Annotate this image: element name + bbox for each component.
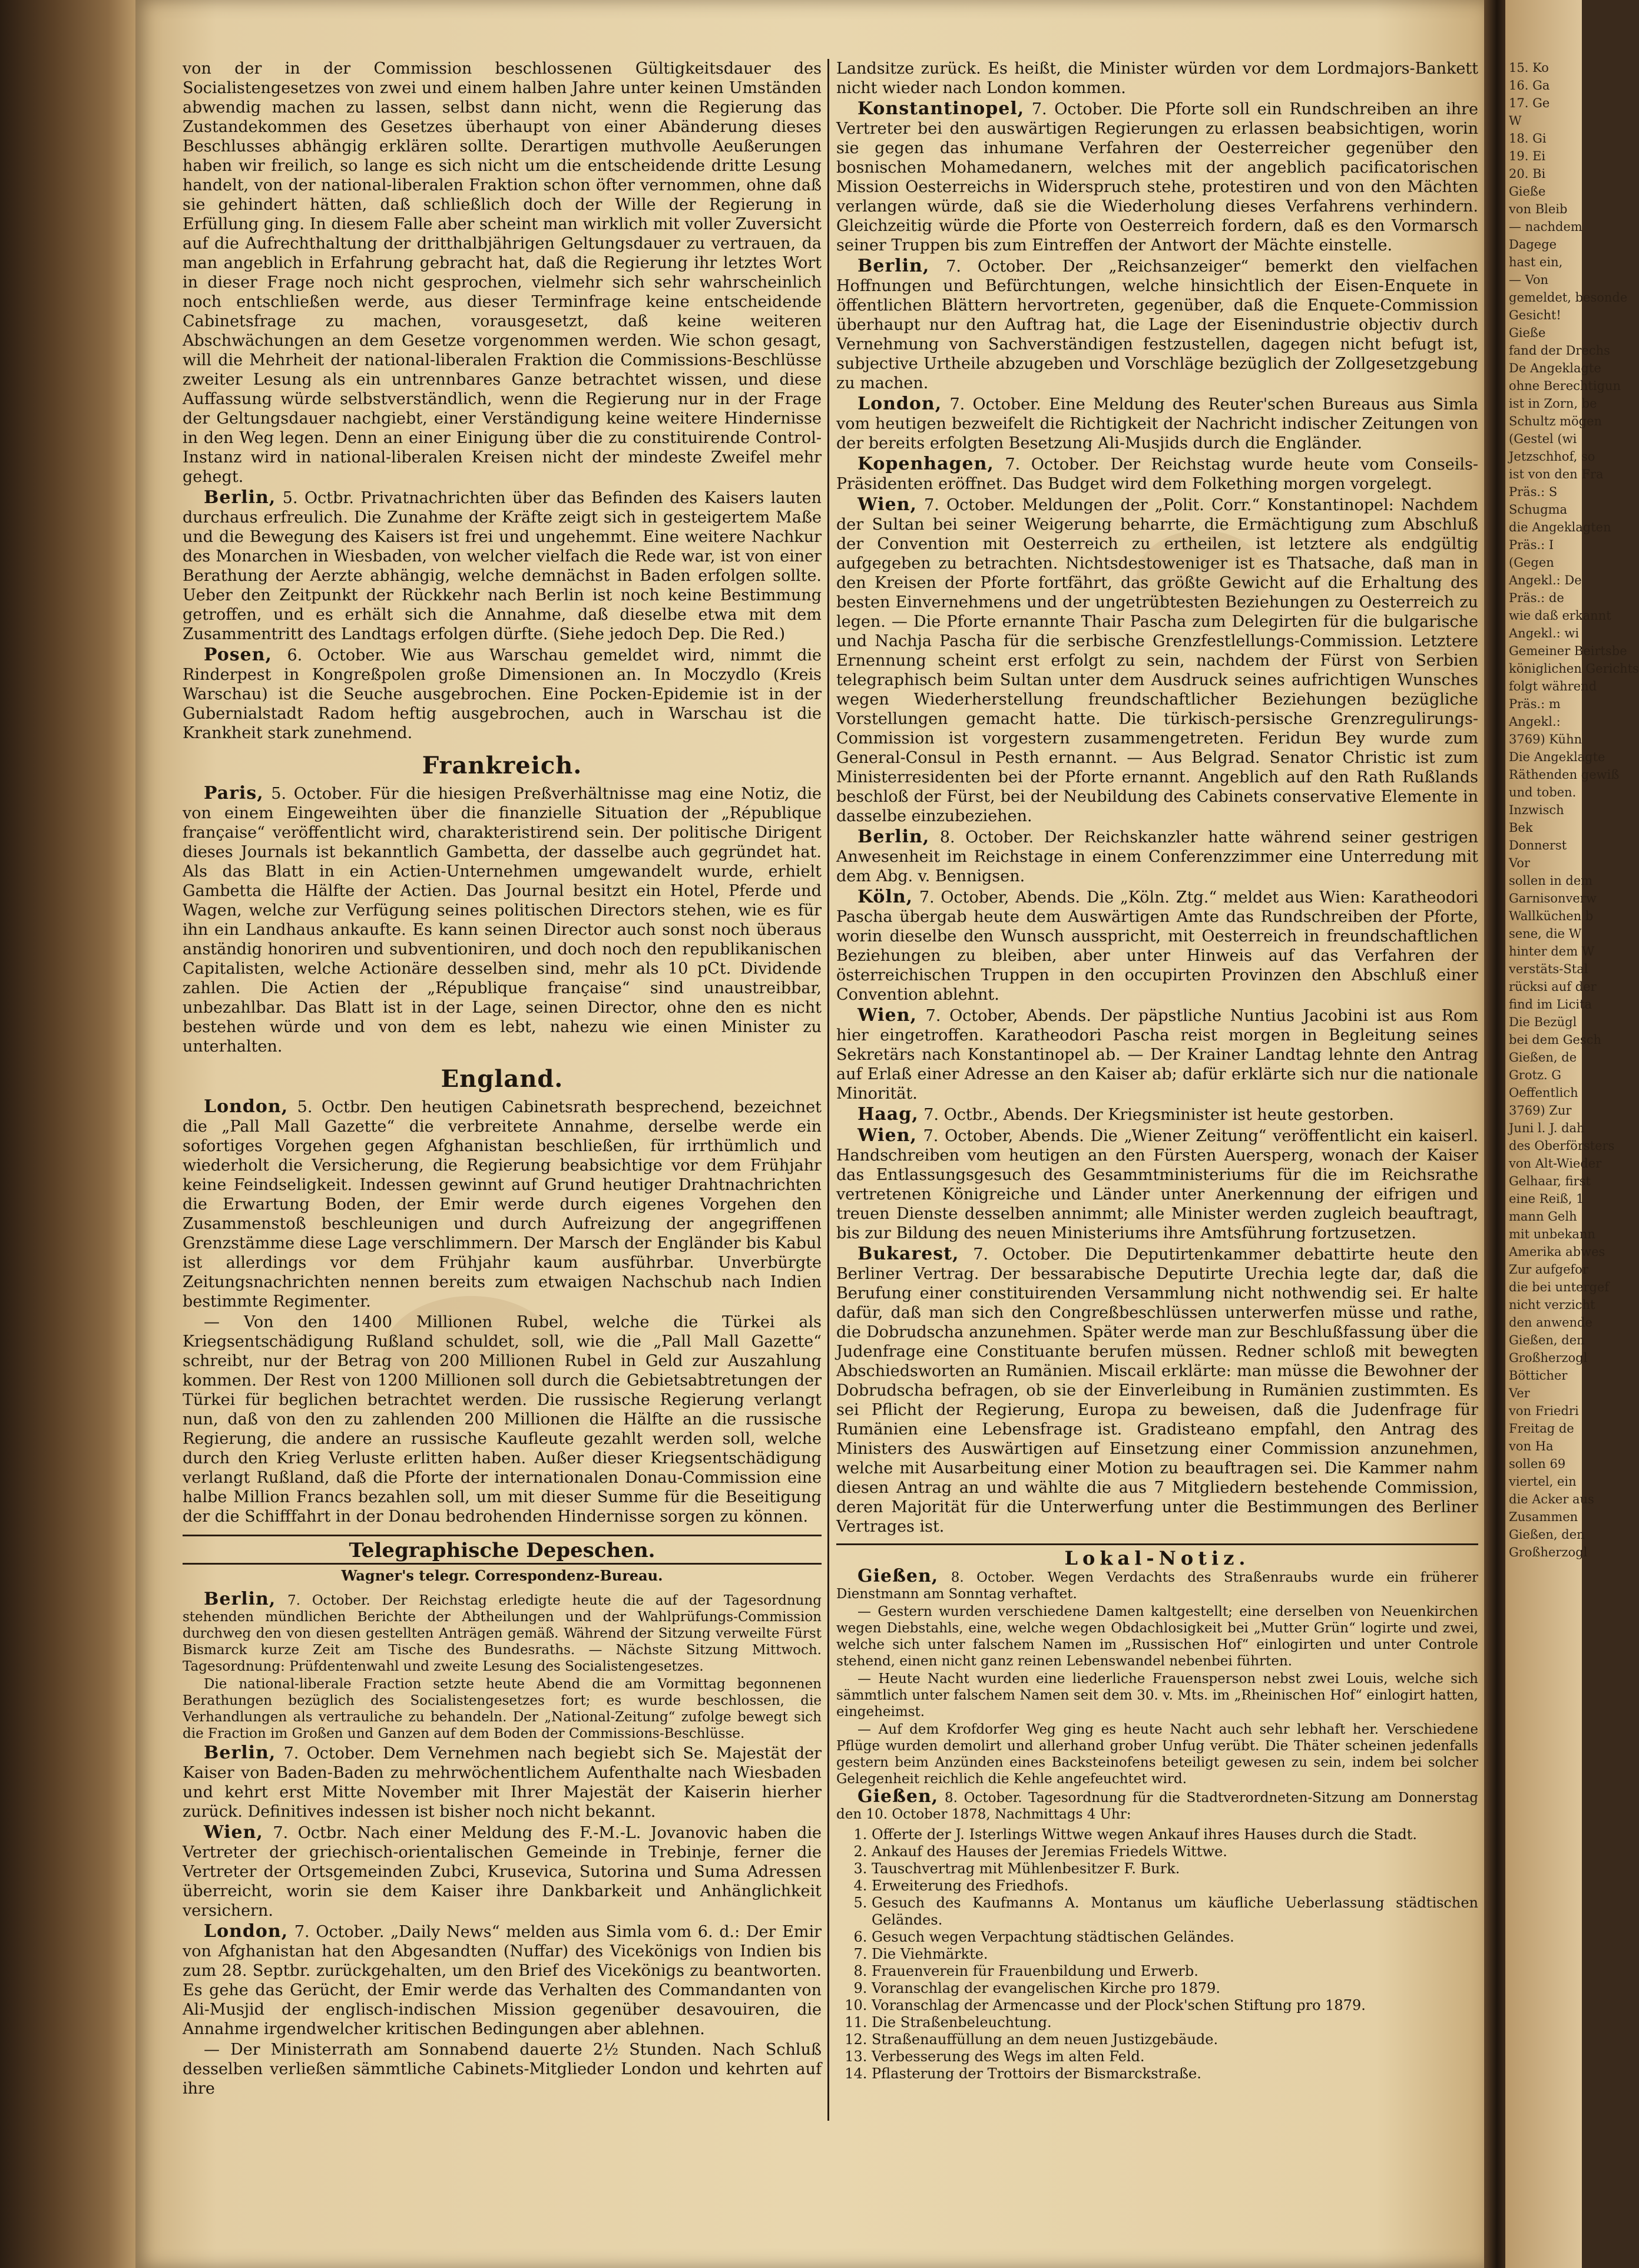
fragment-line: folgt während [1509,679,1597,693]
article-paragraph: Die national-liberale Fraction setzte heute Abend die am Vormittag begonnenen Berathungen bezüglich des Socialistengesetzes fort; es wurde beschlossen, die Verhandlungen als vertrauliche zu behandeln. Der „National-Zeitung“ zufolge bewegt sich die Fraction im Großen und Ganzen auf dem Boden der Commissions-Beschlüsse. [183,1677,822,1741]
adjacent-page-text [1505,0,1639,1561]
column-rule [827,59,829,2121]
agenda-list [872,1826,1478,2082]
article-paragraph: Posen, 6. October. Wie aus Warschau gemeldet wird, nimmt die Rinderpest in Kongreßpolen große Dimensionen an. In Moczydlo (Kreis Warschau) ist die Seuche ausgebrochen. Eine Pocken-Epidemie ist in der Gubernialstadt Radom heftig ausgebrochen, auch in Warschau ist die Krankheit stark zunehmend. [183,644,822,742]
article-paragraph: Bukarest, 7. October. Die Deputirtenkammer debattirte heute den Berliner Vertrag. Der bessarabische Deputirte Urechia legte dar, daß die Berufung einer constituirenden Versammlung nicht nothwendig sei. Er halte dafür, daß man sich den Congreßbeschlüssen unterwerfen müsse und rathe, die Dobrudscha anzunehmen. Später werde man zur Beschlußfassung über die Judenfrage eine Constituante berufen müssen. Redner schloß mit bewegten Abschiedsworten an Rumänien. Miscail erklärte: man müsse die Bewohner der Dobrudscha befragen, ob sie der Einverleibung in Rumänien zustimmten. Es sei Pflicht der Regierung, Europa zu beweisen, daß die Judenfrage für Rumänien eine Lebensfrage ist. Gradisteano empfahl, den Antrag des Ministers des Auswärtigen auf Einsetzung einer Commission anzunehmen, welche mit Ausarbeitung einer Motion zu beauftragen sei. Die Kammer nahm diesen Antrag an und wählte die aus 7 Mitgliedern bestehende Commission, deren Majorität für die Unterwerfung unter die Bestimmungen des Berliner Vertrages ist. [836,1244,1478,1536]
adjacent-page-fragment [1505,0,1639,2268]
article-paragraph: Landsitze zurück. Es heißt, die Minister würden vor dem Lordmajors-Bankett nicht wieder nach London kommen. [836,59,1478,97]
fragment-line: sollen in dem [1509,874,1593,888]
fragment-line: Gießen, den [1509,1528,1585,1542]
fragment-line: find im Licita [1509,997,1592,1011]
fragment-line: Bötticher [1509,1368,1568,1383]
agenda-item: 10. Voranschlag der Armencasse und der Plock'schen Stiftung pro 1879. [872,1997,1478,2014]
fragment-line: Großherzogl [1509,1351,1588,1365]
fragment-line: 3769) Kühn [1509,732,1582,746]
dateline: Wien, [204,1822,263,1843]
fragment-line: Ver [1509,1386,1530,1400]
fragment-line: gemeldet, besonde [1509,290,1628,305]
fragment-line: 3769) Zur [1509,1103,1572,1118]
agenda-item: 11. Die Straßenbeleuchtung. [872,2014,1478,2031]
dateline: Konstantinopel, [857,98,1025,119]
article-paragraph: — Gestern wurden verschiedene Damen kaltgestellt; eine derselben von Neuenkirchen wegen Diebstahls, eine, welche wegen Obdachlosigkeit bei „Mutter Grün“ logirte und zwei, welche sich unter falschem Namen im „Russischen Hof“ einlogirten und unter Controle stehend, einen nicht ganz reinen Lebenswandel nebenbei führten. [836,1604,1478,1669]
fragment-line: von Friedri [1509,1404,1579,1418]
fragment-line: Großherzogl [1509,1545,1588,1559]
fragment-line: ist in Zorn, be [1509,396,1597,411]
article-paragraph: — Heute Nacht wurden eine liederliche Frauensperson nebst zwei Louis, welche sich sämmtlich unter falschem Namen seit dem 30. v. Mts. im „Rheinischen Hof“ einlogirt hatten, eingeheimst. [836,1671,1478,1720]
dateline: Köln, [857,887,913,907]
fragment-line: verstäts-Stal [1509,962,1588,976]
article-paragraph: — Von den 1400 Millionen Rubel, welche die Türkei als Kriegsentschädigung Rußland schuldet, soll, wie die „Pall Mall Gazette“ schreibt, nur der Betrag von 200 Millionen Rubel in Geld zur Auszahlung kommen. Der Rest von 1200 Millionen soll durch die Gebietsabtretungen der Türkei für beglichen betrachtet werden. Die russische Regierung verlangt nun, daß von den zu zahlenden 200 Millionen die Hälfte an die russische Regierung, die andere an russische Kaufleute gezahlt werden soll, welche durch den Krieg Verluste erlitten haben. Außer dieser Kriegsentschädigung verlangt Rußland, daß die Pforte der internationalen Donau-Commission eine halbe Million Francs bezahlen soll, um mit dieser Summe für die Beseitigung der die Schifffahrt in der Donau bedrohenden Hindernisse sorgen zu können. [183,1313,822,1526]
fragment-line: De Angeklagte [1509,361,1601,375]
article-paragraph: Wien, 7. October, Abends. Der päpstliche Nuntius Jacobini ist aus Rom hier eingetroffen. Karatheodori Pascha reist morgen in Begleitung seines Sekretärs nach Konstantinopel ab. — Der Krainer Landtag lehnte den Antrag auf Erlaß einer Adresse an den Kaiser ab; dafür erklärte sich nur die nationale Minorität. [836,1005,1478,1103]
dateline: Wien, [857,1125,917,1146]
article-paragraph: Gießen, 8. October. Wegen Verdachts des Straßenraubs wurde ein früherer Dienstmann am Sonntag verhaftet. [836,1566,1479,1602]
article-paragraph: Berlin, 5. Octbr. Privatnachrichten über das Befinden des Kaisers lauten durchaus erfreulich. Die Zunahme der Kräfte zeigt sich in gesteigertem Maße und die Bewegung des Kaisers ist frei und ungehemmt. Eine weitere Nachkur des Monarchen in Wiesbaden, von welcher vielfach die Rede war, ist von einer Berathung der Aerzte abhängig, welche demnächst in Baden erfolgen sollte. Ueber den Zeitpunkt der Rückkehr nach Berlin ist noch keine Bestimmung getroffen, und es erhält sich die Annahme, daß dieselbe etwa mit dem Zusammentritt des Landtags erfolgen dürfte. (Siehe jedoch Dep. Die Red.) [183,487,822,643]
fragment-line: 15. Ko [1509,61,1549,75]
agenda-item: 13. Verbesserung des Wegs im alten Feld. [872,2048,1478,2065]
dateline: Kopenhagen, [857,454,994,474]
fragment-line: 19. Ei [1509,149,1546,163]
fragment-line: Freitag de [1509,1421,1574,1436]
fragment-line: Gieße [1509,326,1546,340]
fragment-line: Gelhaar, first [1509,1174,1591,1188]
dateline: London, [204,1921,289,1942]
fragment-line: Donnerst [1509,838,1567,852]
dateline: Paris, [204,783,264,804]
article-paragraph: London, 7. October. „Daily News“ melden aus Simla vom 6. d.: Der Emir von Afghanistan hat den Abgesandten (Nuffar) des Vicekönigs von Indien bis zum 28. Septbr. zurückgehalten, um den Brief des Vicekönigs zu beantworten. Es gehe das Gerücht, der Emir werde das Verhalten des Commandanten von Ali-Musjid der englisch-indischen Mission gegenüber desavouiren, die Annahme irgendwelcher kritischen Bedingungen aber ablehnen. [183,1921,822,2038]
telegraph-block [183,1591,822,1742]
article-paragraph: — Der Ministerrath am Sonnabend dauerte 2½ Stunden. Nach Schluß desselben verließen sämmtliche Cabinets-Mitglieder London und kehrten auf ihre [183,2041,822,2098]
local-news-heading: Lokal-Notiz. [836,1543,1478,1568]
dateline: London, [204,1096,289,1117]
dateline: Wien, [857,494,917,515]
fragment-line: von Bleib [1509,202,1568,216]
fragment-line: Jetzschhof, so [1509,449,1595,464]
article-paragraph: Köln, 7. October, Abends. Die „Köln. Ztg.“ meldet aus Wien: Karatheodori Pascha übergab heute dem Auswärtigen Amte das Rundschreiben der Pforte, worin dieselbe den Wunsch ausspricht, mit Oesterreich in freundschaftlichen Beziehungen zu bleiben, aber unter Hinweis auf das Verfahren der österreichischen Truppen in den occupirten Provinzen den Abschluß einer Convention ablehnt. [836,887,1478,1004]
fragment-line: — nachdem [1509,220,1582,234]
fragment-line: von Alt-Wieder [1509,1156,1602,1171]
fragment-line: sollen 69 [1509,1457,1566,1471]
fragment-line: fand der Drechs [1509,343,1610,358]
fragment-line: Gesicht! [1509,308,1561,322]
fragment-line: eine Reiß, 1 [1509,1192,1584,1206]
article-paragraph: Konstantinopel, 7. October. Die Pforte soll ein Rundschreiben an ihre Vertreter bei den auswärtigen Regierungen zu erlassen beabsichtigen, worin sie gegen das inhumane Verfahren der Oesterreicher gegenüber den bosnischen Mohamedanern, welches mit der angeblich pacificatorischen Mission Oesterreichs in Widerspruch stehe, protestiren und von den Mächten verlangen würde, daß sie die Wiederholung dieses Verfahrens verhindern. Gleichzeitig würde die Pforte von Oesterreich fordern, daß es den Vormarsch seiner Truppen bis zum Eintreffen der Antwort der Mächte einstelle. [836,98,1478,254]
agenda-item: 3. Tauschvertrag mit Mühlenbesitzer F. Burk. [872,1860,1478,1877]
right-column [836,59,1478,2082]
article-paragraph: Wien, 7. October, Abends. Die „Wiener Zeitung“ veröffentlicht ein kaiserl. Handschreiben vom heutigen an den Fürsten Auersperg, wonach der Kaiser das Entlassungsgesuch des Gesammtministeriums für die im Reichsrathe vertretenen Königreiche und Länder unter Anerkennung der eifrigen und treuen Dienste desselben annimmt; alle Minister werden zugleich beauftragt, bis zur Bildung des neuen Ministeriums ihre Amtsführung fortzusetzen. [836,1125,1478,1242]
dateline: Berlin, [857,826,930,847]
fragment-line: mit unbekann [1509,1227,1595,1241]
agenda-item: 2. Ankauf des Hauses der Jeremias Friedels Wittwe. [872,1843,1478,1860]
article-paragraph: Paris, 5. October. Für die hiesigen Preßverhältnisse mag eine Notiz, die von einem Eingeweihten über die finanzielle Situation der „République française“ veröffentlicht wird, charakteristirend sein. Der politische Dirigent dieses Journals ist bekanntlich Gambetta, der dasselbe auch gegründet hat. Als das Blatt in ein Actien-Unternehmen umgewandelt wurde, erhielt Gambetta die Hälfte der Actien. Das Journal besitzt ein Hotel, Pferde und Wagen, welche zur Verfügung seines politischen Directors stehen, wie es für ihn ein Landhaus ankaufte. Es kann seinen Director auch sonst noch überaus anständig honoriren und subventioniren, und doch noch den republikanischen Capitalisten, welche Actionäre desselben sind, mehr als 10 pCt. Dividende zahlen. Die Actien der „République française“ sind unaustreibbar, unbezahlbar. Das Blatt ist in der Lage, seinen Director, ohne den es nicht bestehen würde und von dem es lebt, nahezu wie einen Minister zu unterhalten. [183,783,822,1056]
dateline: Berlin, [204,1743,276,1763]
fragment-line: W [1509,114,1522,128]
fragment-line: bei dem Gesch [1509,1033,1601,1047]
fragment-line: nicht verzicht [1509,1298,1595,1312]
fragment-line: Die Angeklagte [1509,750,1605,764]
article-paragraph: Berlin, 8. October. Der Reichskanzler hatte während seiner gestrigen Anwesenheit im Reichstage in einem Conferenzzimmer eine Unterredung mit dem Abg. v. Bennigsen. [836,826,1478,885]
fragment-line: Die Bezügl [1509,1015,1577,1029]
fragment-line: Amerika abwes [1509,1245,1605,1259]
dateline: Berlin, [204,1589,276,1609]
fragment-line: Grotz. G [1509,1068,1562,1082]
article-paragraph: Haag, 7. Octbr., Abends. Der Kriegsminister ist heute gestorben. [857,1104,1394,1125]
article-paragraph: Gießen, 8. October. Tagesordnung für die Stadtverordneten-Sitzung am Donnerstag den 10. October 1878, Nachmittags 4 Uhr: [836,1786,1478,1822]
section-heading: Frankreich. [422,752,582,779]
fragment-line: Dagege [1509,237,1557,252]
fragment-line: die Acker aus [1509,1492,1594,1506]
fragment-line: Bek [1509,821,1533,835]
fragment-line: (Gegen [1509,556,1554,570]
dateline: Gießen, [857,1566,939,1586]
fragment-line: 18. Gi [1509,131,1547,146]
fragment-line: 20. Bi [1509,167,1546,181]
fragment-line: mann Gelh [1509,1209,1577,1224]
fragment-line: rücksi auf der [1509,980,1597,994]
dateline: Berlin, [204,487,276,508]
fragment-line: 16. Ga [1509,78,1550,92]
fragment-line: hast ein, [1509,255,1563,269]
local-news-block [836,1568,1478,2082]
fragment-line: Räthenden gewiß [1509,768,1620,782]
dateline: Posen, [204,644,272,665]
dateline: Berlin, [857,256,930,276]
article-paragraph: Berlin, 7. October. Dem Vernehmen nach begiebt sich Se. Majestät der Kaiser von Baden-Baden zu mehrwöchentlichem Aufenthalte nach Wiesbaden und kehrt erst Mitte November mit Ihrer Majestät der Kaiserin hierher zurück. Definitives indessen ist bisher noch nicht bekannt. [183,1743,822,1821]
dateline: London, [857,394,942,414]
agenda-item: 8. Frauenverein für Frauenbildung und Erwerb. [872,1963,1478,1980]
agenda-item: 12. Straßenauffüllung an dem neuen Justizgebäude. [872,2031,1478,2048]
fragment-line: des Oberförsters [1509,1139,1615,1153]
fragment-line: Schugma [1509,502,1568,517]
fragment-line: die Angeklagten [1509,520,1611,534]
fragment-line: (Gestel (wi [1509,432,1577,446]
fragment-line: Angekl.: wi [1509,626,1580,640]
article-paragraph: Berlin, 7. October. Der „Reichsanzeiger“ bemerkt den vielfachen Hoffnungen und Befürchtungen, welche hinsichtlich der Eisen-Enquete in öffentlichen Blättern hervortreten, gegenüber, daß die Enquete-Commission überhaupt nur den Auftrag hat, die Lage der Eisenindustrie objectiv durch Vernehmung von Sachverständigen festzustellen, dagegen nicht befugt ist, subjective Urtheile abzugeben und Vorschläge bezüglich der Zollgesetzgebung zu machen. [836,256,1478,392]
fragment-line: Präs.: m [1509,697,1561,711]
article-paragraph: London, 7. October. Eine Meldung des Reuter'schen Bureaus aus Simla vom heutigen bezweifelt die Richtigkeit der Nachricht indischer Zeitungen von der bereits erfolgten Besetzung Ali-Musjids durch die Engländer. [836,394,1478,452]
fragment-line: und toben. [1509,785,1577,799]
fragment-line: ohne Berechtigun [1509,379,1621,393]
fragment-line: hinter dem W [1509,944,1595,958]
agenda-item: 1. Offerte der J. Isterlings Wittwe wegen Ankauf ihres Hauses durch die Stadt. [872,1826,1478,1843]
fragment-line: den anwende [1509,1315,1592,1330]
fragment-line: Angekl.: De [1509,573,1582,587]
article-paragraph: Berlin, 7. October. Der Reichstag erledigte heute die auf der Tagesordnung stehenden mündlichen Berichte der Abtheilungen und der Wahlprüfungs-Commission durchweg den von diesen gestellten Anträgen gemäß. Während der Sitzung verweilte Fürst Bismarck kurze Zeit am Tische des Bundesraths. — Nächste Sitzung Mittwoch. Tagesordnung: Prüfdentenwahl und zweite Lesung des Socialistengesetzes. [183,1589,822,1674]
fragment-line: sene, die W [1509,927,1582,941]
book-gutter [1484,0,1505,2268]
fragment-line: Oeffentlich [1509,1086,1578,1100]
dateline: Gießen, [857,1786,939,1807]
fragment-line: Wallküchen b [1509,909,1594,923]
fragment-line: Gemeiner Beirtsbe [1509,644,1627,658]
fragment-line: 17. Ge [1509,96,1550,110]
article-paragraph: Kopenhagen, 7. October. Der Reichstag wurde heute vom Conseils-Präsidenten eröffnet. Das Budget wird dem Folkething morgen vorgelegt. [836,454,1479,493]
fragment-line: viertel, ein [1509,1474,1577,1489]
fragment-line: Zusammen [1509,1510,1578,1524]
agenda-item: 6. Gesuch wegen Verpachtung städtischen Geländes. [872,1929,1478,1946]
agenda-item: 9. Voranschlag der evangelischen Kirche pro 1879. [872,1980,1478,1997]
left-column [183,59,822,2100]
fragment-line: Präs.: I [1509,538,1554,552]
fragment-line: Zur aufgefor [1509,1262,1588,1277]
fragment-line: — Von [1509,273,1549,287]
fragment-line: königlichen Gerichts [1509,662,1639,676]
fragment-line: Juni l. J. dah [1509,1121,1585,1135]
agenda-item: 5. Gesuch des Kaufmanns A. Montanus um käufliche Ueberlassung städtischen Geländes. [872,1895,1478,1929]
dateline: Wien, [857,1005,917,1026]
dateline: Bukarest, [857,1244,959,1264]
article-paragraph: von der in der Commission beschlossenen Gültigkeitsdauer des Socialistengesetzes von zwei und einem halben Jahre unter keinen Umständen abwendig machen zu lassen, selbst dann nicht, wenn die Regierung das Zustandekommen des Gesetzes überhaupt von einer Abänderung dieses Beschlusses abhängig erklären sollte. Derartigen muthvolle Aeußerungen haben wir freilich, so lange es sich nicht um die entscheidende dritte Lesung handelt, von der national-liberalen Fraktion schon öfter vernommen, ohne daß sie gehindert hätten, daß schließlich doch der Wille der Regierung in Erfüllung ging. In diesem Falle aber scheint man wirklich mit voller Zuversicht auf die Aufrechthaltung der dritthalbjährigen Geltungsdauer zu vertrauen, da man angeblich in Erfahrung gebracht hat, daß die Regierung ihr letztes Wort in dieser Frage noch nicht gesprochen, vielmehr sich sehr wahrscheinlich noch entschließen werde, aus dieser Terminfrage keine entscheidende Cabinetsfrage zu machen, vorausgesetzt, daß keine weiteren Abschwächungen an dem Gesetze vorgenommen werden. Wie schon gesagt, will die Mehrheit der national-liberalen Fraktion die Commissions-Beschlüsse zweiter Lesung als ein untrennbares Ganze betrachtet wissen, und diese Auffassung würde selbstverständlich, wenn die Regierung nur in der Frage der Geltungsdauer nachgiebt, einer Verständigung keine weitere Hindernisse in den Weg legen. Denn an einer Einigung über die zu constituirende Control-Instanz wird in national-liberalen Kreisen nicht der mindeste Zweifel mehr gehegt. [183,59,822,486]
agenda-item: 4. Erweiterung des Friedhofs. [872,1877,1478,1895]
fragment-line: Gießen, den [1509,1333,1585,1347]
fragment-line: Angekl.: [1509,715,1561,729]
fragment-line: ist von den Fra [1509,467,1604,481]
telegraph-heading: Telegraphische Depeschen. [183,1535,822,1565]
dateline: Haag, [857,1104,919,1125]
fragment-line: Inzwisch [1509,803,1564,817]
fragment-line: die bei untergef [1509,1280,1610,1294]
fragment-line: Präs.: de [1509,591,1564,605]
book-spine-left [0,0,135,2268]
fragment-line: Schultz mögen [1509,414,1602,428]
article-paragraph: London, 5. Octbr. Den heutigen Cabinetsrath besprechend, bezeichnet die „Pall Mall Gazette“ die verbreitete Annahme, derselbe werde ein sofortiges Vorgehen gegen Afghanistan beschließen, für irrthümlich und wiederholt die Versicherung, die Regierung beabsichtige vor dem Frühjahr keine Feindseligkeit. Indessen gewinnt auf Grund heutiger Drahtnachrichten die Erwartung Boden, der Emir werde durch eigenes Vorgehen den Zusammenstoß beschleunigen und durch Aufreizung der angegriffenen Grenzstämme diese Lage verschlimmern. Der Marsch der Engländer bis Kabul ist allerdings vor dem Frühjahr kaum ausführbar. Unverbürgte Zeitungsnachrichten nennen bereits zum etwaigen Nachschub nach Indien bestimmte Regimenter. [183,1096,822,1311]
fragment-line: Gießen, de [1509,1050,1577,1064]
article-paragraph: Wien, 7. October. Meldungen der „Polit. Corr.“ Konstantinopel: Nachdem der Sultan bei seiner Weigerung beharrte, die Ermächtigung zum Abschluß der Convention mit Oesterreich zu ertheilen, ist letztere als endgültig aufgegeben zu betrachten. Nichtsdestoweniger ist es Thatsache, daß man in den Kreisen der Pforte fortfährt, das größte Gewicht auf die Erhaltung des besten Einvernehmens und der ungetrübtesten Beziehungen zu Oesterreich zu legen. — Die Pforte ernannte Thair Pascha zum Delegirten für die bulgarische und Nachja Pascha für die serbische Grenzfestlellungs-Commission. Letztere Ernennung scheint erst erfolgt zu sein, nachdem der Fürst von Serbien telegraphisch beim Sultan unter dem Ausdruck seines aufrichtigen Wunsches wegen Wiederherstellung freundschaftlicher Beziehungen bezügliche Vorstellungen gemacht hatte. Die türkisch-persische Grenzregulirungs-Commission ist vorgestern zusammengetreten. Feridun Bey wurde zum General-Consul in Pesth ernannt. — Aus Belgrad. Senator Christic ist zum Ministerresidenten bei der Pforte ernannt. Angeblich auf den Rath Rußlands beschloß der Fürst, bei der Neubildung des Cabinets conservative Elemente in dasselbe einzubeziehen. [836,494,1478,825]
fragment-line: Präs.: S [1509,485,1558,499]
agenda-item: 14. Pflasterung der Trottoirs der Bismarckstraße. [872,2065,1478,2082]
fragment-line: Vor [1509,856,1530,870]
fragment-line: wie daß erkannt [1509,609,1611,623]
article-paragraph: — Auf dem Krofdorfer Weg ging es heute Nacht auch sehr lebhaft her. Verschiedene Pflüge wurden demolirt und allerhand grober Unfug verübt. Die Thäter scheinen jedenfalls gestern beim Anzünden eines Backsteinofens beteiligt gewesen zu sein, indem bei solcher Gelegenheit reichlich die Kehle angefeuchtet wird. [836,1722,1478,1787]
fragment-line: von Ha [1509,1439,1554,1453]
telegraph-subheading: Wagner's telegr. Correspondenz-Bureau. [341,1567,663,1584]
fragment-line: Gieße [1509,184,1546,199]
article-paragraph: Wien, 7. Octbr. Nach einer Meldung des F.-M.-L. Jovanovic haben die Vertreter der griechisch-orientalischen Gemeinde in Trebinje, ferner die Vertreter der Ortsgemeinden Zubci, Krusevica, Sutorina und Suma Adressen überreicht, worin sie dem Kaiser ihre Dankbarkeit und Anhänglichkeit versichern. [183,1822,822,1920]
section-heading: England. [441,1065,564,1093]
agenda-item: 7. Die Viehmärkte. [872,1946,1478,1963]
fragment-line: Garnisonverw [1509,891,1597,905]
